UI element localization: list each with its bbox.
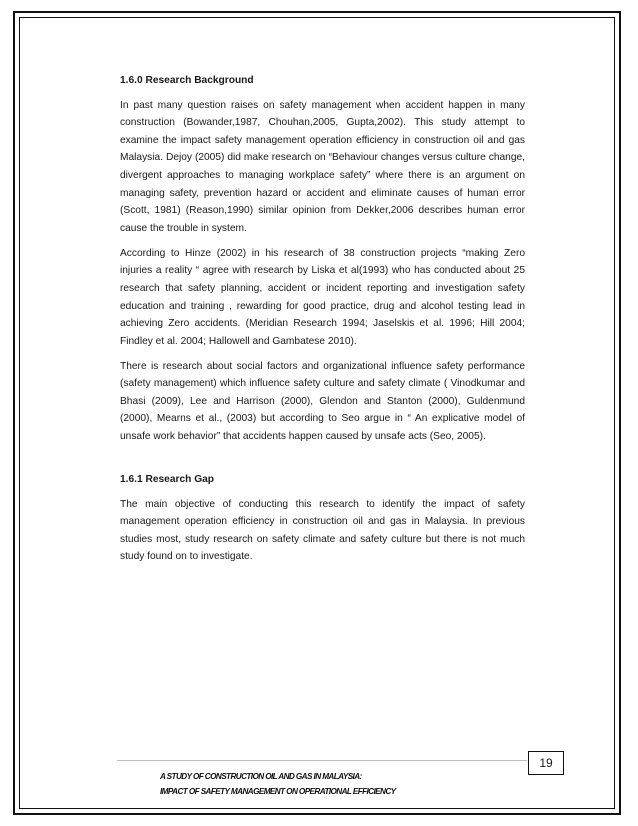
section-spacer [120, 453, 525, 471]
paragraph-background-2: According to Hinze (2002) in his research of 38 construction projects “making Zero injuries a reality “ agree with research by Liska et al(1993) who has conducted about 25 research that safety planning, accident or incident reporting and investigation safety education and training , rewarding for good practice, drug and alcohol testing lead in achieving Zero accidents. (Meridian Research 1994; Jaselskis et al. 1996; Hill 2004; Findley et al. 2004; Hallowell and Gambatese 2010). [120, 247, 525, 347]
paragraph-background-1: In past many question raises on safety management when accident happen in many construction (Bowander,1987, Chouhan,2005, Gupta,2002). This study attempt to examine the impact safety management operation efficiency in construction oil and gas Malaysia. Dejoy (2005) did make research on “Behaviour changes versus culture change, divergent approaches to managing workplace safety” where there is an argument on managing safety, prevention hazard or accident and eliminate causes of human error (Scott, 1981) (Reason,1990) similar opinion from Dekker,2006 describes human error cause the trouble in system. [120, 99, 525, 234]
footer-rule [117, 760, 527, 761]
section-heading-research-gap: 1.6.1 Research Gap [120, 474, 215, 486]
page-number: 19 [528, 751, 564, 775]
footer-line-2: IMPACT OF SAFETY MANAGEMENT ON OPERATIONAL EFFICIENCY [160, 787, 396, 796]
paragraph-gap-1: The main objective of conducting this research to identify the impact of safety management operation efficiency in construction oil and gas in Malaysia. In previous studies most, study research on safety climate and safety culture but there is not much study found on to investigate. [120, 498, 525, 563]
document-body [120, 72, 525, 573]
section-heading-research-background: 1.6.0 Research Background [120, 75, 254, 86]
paragraph-background-3: There is research about social factors and organizational influence safety performance (safety management) which influence safety culture and safety climate ( Vinodkumar and Bhasi (2009), Lee and Harrison (2000), Glendon and Stanton (2000), Guldenmund (2000), Mearns et al., (2003) but according to Seo argue in “ An explicative model of unsafe work behavior” that accidents happen caused by unsafe acts (Seo, 2005). [120, 360, 525, 443]
footer-line-1: A STUDY OF CONSTRUCTION OIL AND GAS IN MALAYSIA: [160, 772, 362, 781]
footer-title [160, 769, 396, 799]
